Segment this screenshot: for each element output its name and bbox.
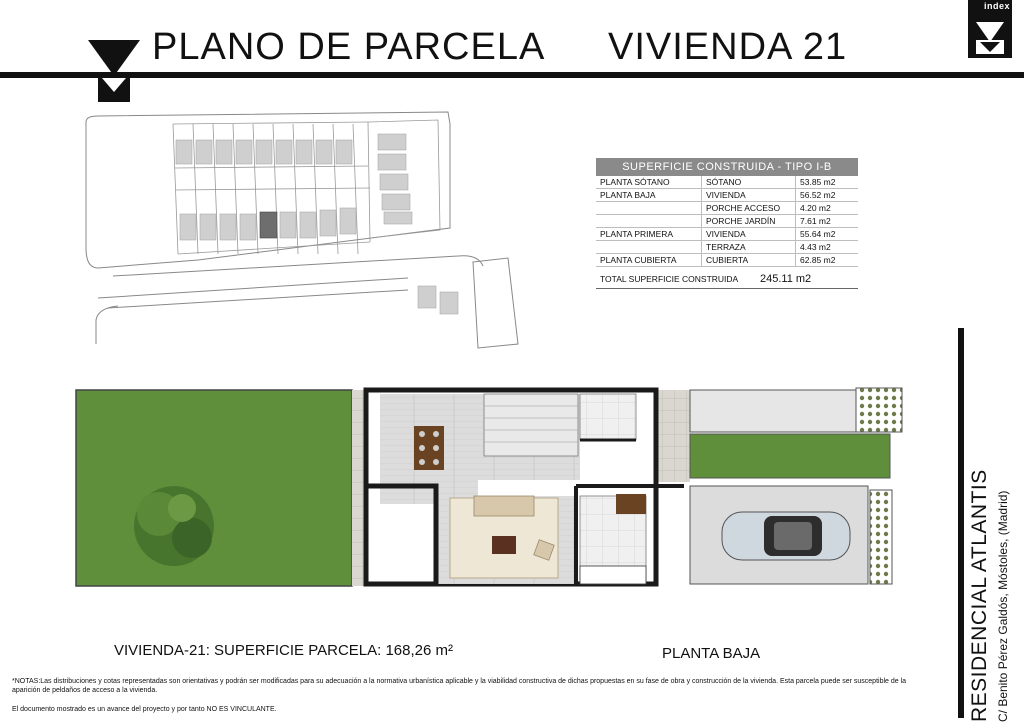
row-area: 7.61 m2 [800,216,831,226]
row-space: PORCHE JARDÍN [702,215,796,227]
row-level: PLANTA SÓTANO [596,176,702,188]
row-area: 53.85 m2 [800,177,836,187]
dining-table-icon [616,494,646,514]
brand-name: index [983,1,1010,11]
row-space: VIVIENDA [702,189,796,201]
row-level: PLANTA CUBIERTA [596,254,702,266]
site-plan [78,108,528,356]
page-title: PLANO DE PARCELA [152,26,546,68]
notes-text: *NOTAS:Las distribuciones y cotas representadas son orientativas y podrán ser modificadas para su adecuación a la normativa urbanística aplicable y la viabilidad constructiva de dichas propuestas en su fase de obra y construcción de la vivienda. Esta parcela puede ser susceptible de la aparición de peldaños de acceso a la vivienda. [12,678,907,694]
row-level [596,215,702,227]
highlighted-unit [260,212,277,238]
total-label: TOTAL SUPERFICIE CONSTRUIDA [600,274,739,284]
row-area: 4.43 m2 [800,242,831,252]
unit-title: VIVIENDA 21 [608,26,848,68]
table-heading: SUPERFICIE CONSTRUIDA - TIPO I-B [596,158,858,176]
row-level [596,202,702,214]
project-address: C/ Benito Pérez Galdós, Móstoles, (Madrid) [996,490,1010,722]
triangle-logo-icon [88,40,140,102]
row-area: 4.20 m2 [800,203,831,213]
row-space: PORCHE ACCESO [702,202,796,214]
total-value: 245.11 m2 [760,273,812,285]
tree-icon [134,486,214,566]
table-row [596,176,858,189]
row-area: 55.64 m2 [800,229,836,239]
car-icon [722,512,850,560]
sidebar [966,322,1024,722]
row-space: SÓTANO [702,176,796,188]
floor-caption: PLANTA BAJA [662,645,761,662]
table-row [596,189,858,202]
row-space: VIVIENDA [702,228,796,240]
disclaimer-text: El documento mostrado es un avance del proyecto y por tanto NO ES VINCULANTE. [12,706,277,713]
table-row [596,202,858,215]
row-level: PLANTA BAJA [596,189,702,201]
table-row [596,241,858,254]
coffee-table-icon [492,536,516,554]
row-space: CUBIERTA [702,254,796,266]
floor-plan [74,386,904,588]
row-area: 62.85 m2 [800,255,836,265]
table-chairs-icon [414,426,444,470]
project-name: RESIDENCIAL ATLANTIS [968,469,991,722]
row-level [596,241,702,253]
table-row [596,254,858,267]
surface-table [596,158,858,289]
row-area: 56.52 m2 [800,190,836,200]
table-row [596,215,858,228]
table-total-row [596,269,858,289]
sidebar-rule [958,328,964,718]
row-level: PLANTA PRIMERA [596,228,702,240]
row-space: TERRAZA [702,241,796,253]
header-rule [0,72,1024,78]
plot-area-caption: VIVIENDA-21: SUPERFICIE PARCELA: 168,26 m² [114,642,454,659]
sofa-icon [474,496,534,516]
table-row [596,228,858,241]
